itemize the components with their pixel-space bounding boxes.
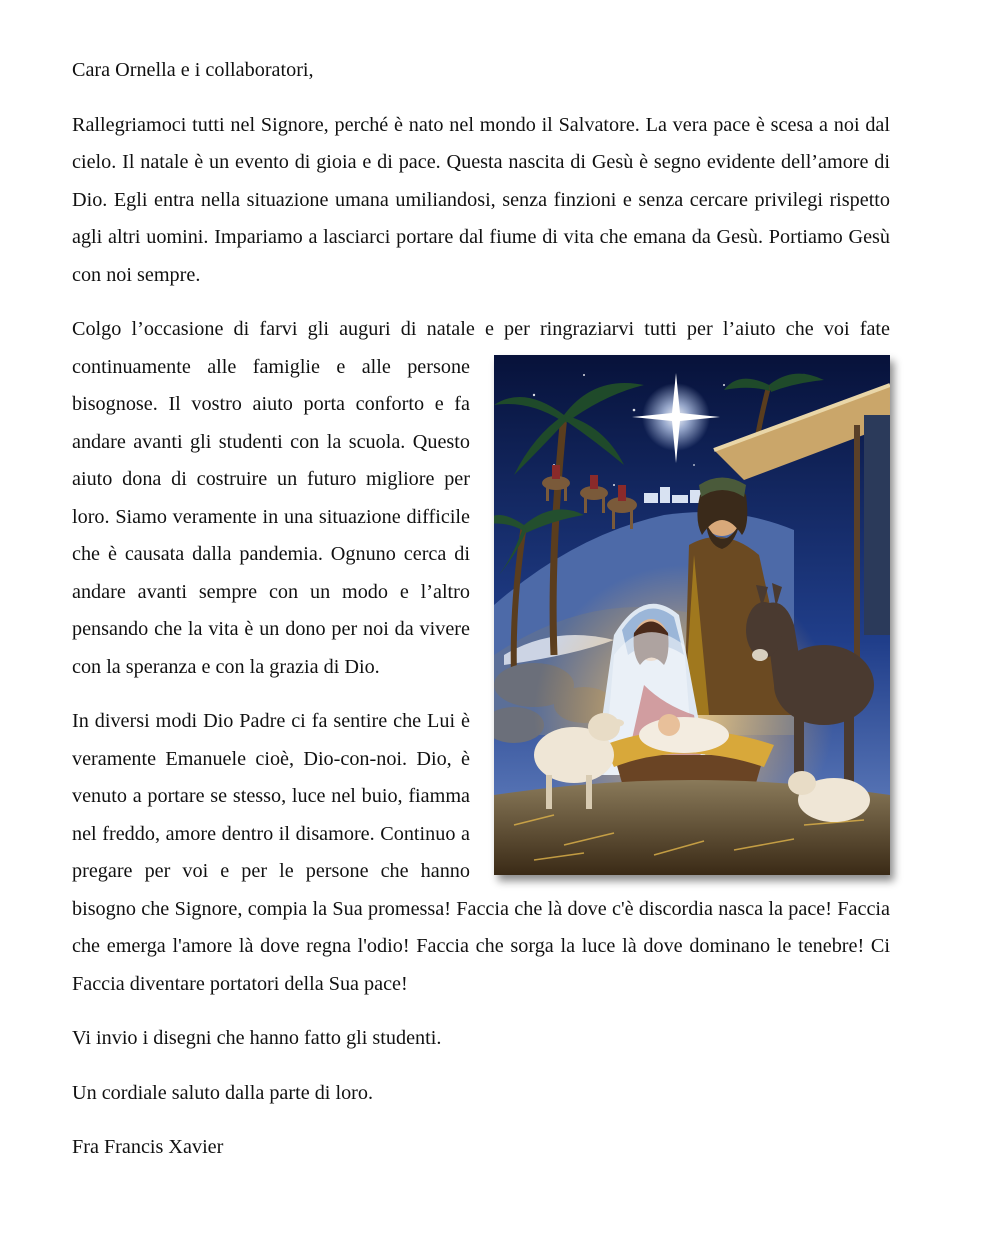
letter-paragraph-1: Rallegriamoci tutti nel Signore, perché è nato nel mondo il Salvatore. La vera pace è scesa a noi dal cielo. Il natale è un evento di gioia e di pace. Questa nascita di Gesù è segno evidente dell’amore di Dio. Egli entra nella situazione umana umiliandosi, senza finzioni e senza cercare privilegi rispetto agli altri uomini. Impariamo a lasciarci portare dal fiume di vita che emana da Gesù. Portiamo Gesù con noi sempre. xyxy=(72,113,890,286)
letter-greeting: Cara Ornella e i collaboratori, xyxy=(72,59,314,81)
letter-signature: Fra Francis Xavier xyxy=(72,1136,224,1158)
text-with-image xyxy=(72,349,890,1004)
letter xyxy=(72,52,890,1167)
letter-paragraph-3: In diversi modi Dio Padre ci fa sentire che Lui è veramente Emanuele cioè, Dio-con-noi. Dio, è venuto a portare se stesso, luce nel buio, fiamma nel freddo, amore dentro il disamore. Continuo a pregare per voi e per le persone che hanno bisogno che Signore, compia la Sua promessa! Faccia che là dove c'è discordia nasca la pace! Faccia che emerga l'amore là dove regna l'odio! Faccia che sorga la luce là dove dominano le tenebre! Ci Faccia diventare portatori della Sua pace! xyxy=(72,710,890,995)
letter-paragraph-4: Vi invio i disegni che hanno fatto gli studenti. xyxy=(72,1027,442,1049)
letter-paragraph-2-lead: Colgo l’occasione di farvi gli auguri di natale e per ringraziarvi tutti per l’aiuto che voi fate xyxy=(72,318,890,340)
nativity-illustration xyxy=(494,355,890,875)
letter-paragraph-2-rest: continuamente alle famiglie e alle persone bisognose. Il vostro aiuto porta conforto e fa andare avanti gli studenti con la scuola. Questo aiuto dona di costruire un futuro migliore per loro. Siamo veramente in una situazione difficile che è causata dalla pandemia. Ognuno cerca di andare avanti sempre con un modo e l’altro pensando che la vita è un dono per noi da vivere con la speranza e con la grazia di Dio. xyxy=(72,355,470,678)
letter-paragraph-5: Un cordiale saluto dalla parte di loro. xyxy=(72,1081,374,1104)
nativity-image xyxy=(494,355,890,875)
